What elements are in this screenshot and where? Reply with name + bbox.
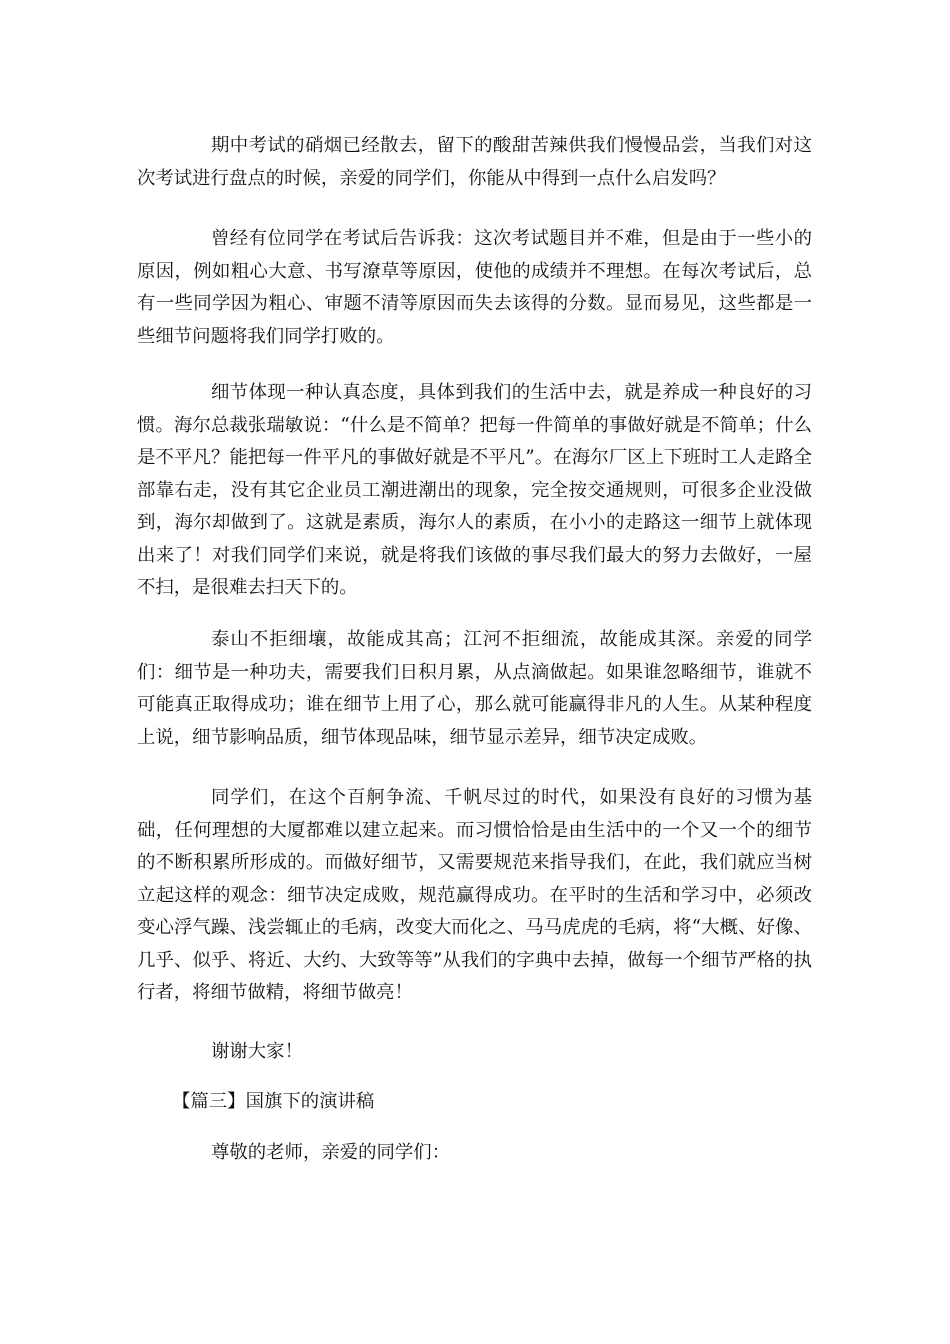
paragraph-exam-reflection: 期中考试的硝烟已经散去，留下的酸甜苦辣供我们慢慢品尝，当我们对这次考试进行盘点的时候，亲爱的同学们，你能从中得到一点什么启发吗？ [137,135,812,189]
paragraph-student-story: 曾经有位同学在考试后告诉我：这次考试题目并不难，但是由于一些小的原因，例如粗心大意、书写潦草等原因，使他的成绩并不理想。在每次考试后，总有一些同学因为粗心、审题不清等原因而失去该得的分数。显而易见，这些都是一些细节问题将我们同学打败的。 [137,228,812,347]
paragraph-habits: 同学们，在这个百舸争流、千帆尽过的时代，如果没有良好的习惯为基础，任何理想的大厦都难以建立起来。而习惯恰恰是由生活中的一个又一个的细节的不断积累所形成的。而做好细节，又需要规范来指导我们，在此，我们就应当树立起这样的观念：细节决定成败，规范赢得成功。在平时的生活和学习中，必须改变心浮气躁、浅尝辄止的毛病，改变大而化之、马马虎虎的毛病，将“大概、好像、几乎、似乎、将近、大约、大致等等”从我们的字典中去掉，做每一个细节严格的执行者，将细节做精，将细节做亮！ [137,787,812,1003]
paragraph-thanks: 谢谢大家！ [211,1041,303,1062]
paragraph-greeting: 尊敬的老师，亲爱的同学们： [211,1142,451,1163]
paragraph-haier-example: 细节体现一种认真态度，具体到我们的生活中去，就是养成一种良好的习惯。海尔总裁张瑞敏说：“什么是不简单？把每一件简单的事做好就是不简单；什么是不平凡？能把每一件平凡的事做好就是不平凡”。在海尔厂区上下班时工人走路全部靠右走，没有其它企业员工潮进潮出的现象，完全按交通规则，可很多企业没做到，海尔却做到了。这就是素质，海尔人的素质，在小小的走路这一细节上就体现出来了！对我们同学们来说，就是将我们该做的事尽我们最大的努力去做好，一屋不扫，是很难去扫天下的。 [137,382,812,598]
paragraph-taishan-metaphor: 泰山不拒细壤，故能成其高；江河不拒细流，故能成其深。亲爱的同学们：细节是一种功夫，需要我们日积月累，从点滴做起。如果谁忽略细节，谁就不可能真正取得成功；谁在细节上用了心，那么就可能赢得非凡的人生。从某种程度上说，细节影响品质，细节体现品味，细节显示差异，细节决定成败。 [137,629,812,748]
section-heading: 【篇三】国旗下的演讲稿 [172,1091,375,1112]
